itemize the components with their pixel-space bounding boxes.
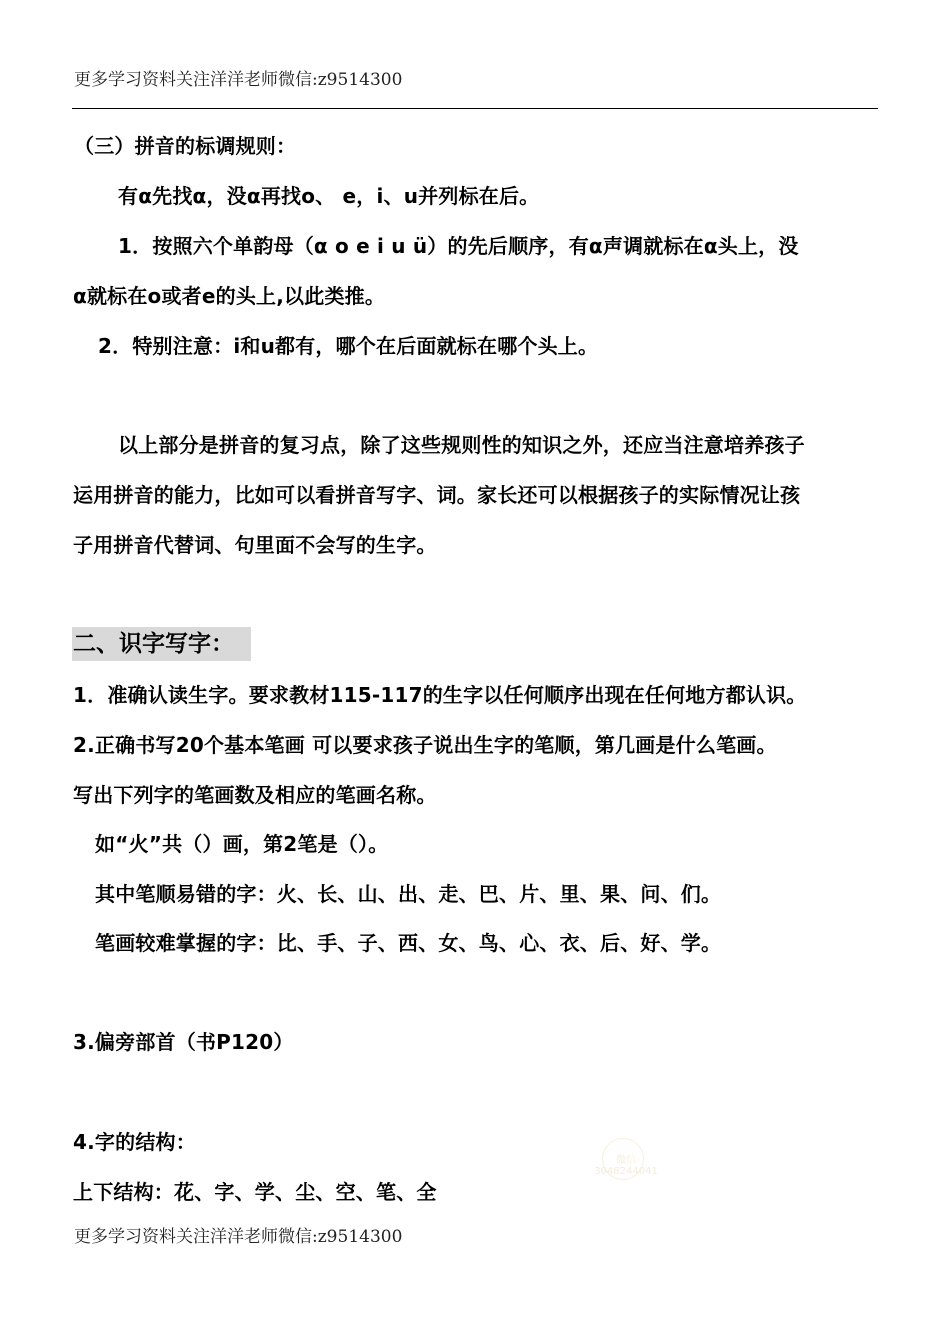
page-footer: 更多学习资料关注洋洋老师微信:z9514300 <box>74 1227 403 1247</box>
tone-point-2: 2．特别注意：i和u都有，哪个在后面就标在哪个头上。 <box>98 334 599 358</box>
section-heading-literacy: 二、识字写字： <box>73 631 234 657</box>
literacy-item-3-radicals: 3.偏旁部首（书P120） <box>73 1030 294 1054</box>
tone-point-1-line-2: α就标在o或者e的头上,以此类推。 <box>73 284 386 308</box>
hard-stroke-chars: 笔画较难掌握的字：比、手、子、西、女、鸟、心、衣、后、好、学。 <box>95 931 722 955</box>
literacy-item-4-structure: 4.字的结构： <box>73 1130 196 1154</box>
watermark-line-2: 3048244041 <box>594 1166 658 1177</box>
page-header: 更多学习资料关注洋洋老师微信:z9514300 <box>74 70 403 90</box>
literacy-item-2-continued: 写出下列字的笔画数及相应的笔画名称。 <box>73 783 437 807</box>
summary-line-2: 运用拼音的能力，比如可以看拼音写字、词。家长还可以根据孩子的实际情况让孩 <box>73 483 801 507</box>
stroke-example: 如“火”共（）画，第2笔是（）。 <box>95 832 389 856</box>
section-title-tone-rules: （三）拼音的标调规则： <box>74 134 297 158</box>
tone-point-1-line-1: 1．按照六个单韵母（α o e i u ü）的先后顺序，有α声调就标在α头上，没 <box>118 234 799 258</box>
literacy-item-1: 1．准确认读生字。要求教材115-117的生字以任何顺序出现在任何地方都认识。 <box>73 683 807 707</box>
header-divider <box>72 108 878 109</box>
literacy-item-2: 2.正确书写20个基本笔画 可以要求孩子说出生字的笔顺，第几画是什么笔画。 <box>73 733 777 757</box>
watermark-stamp <box>586 1138 666 1178</box>
watermark-text <box>586 1151 666 1177</box>
tone-rule-summary: 有α先找α，没α再找o、 e，i、u并列标在后。 <box>118 184 540 208</box>
top-bottom-structure-chars: 上下结构：花、字、学、尘、空、笔、全 <box>73 1180 437 1204</box>
summary-line-1: 以上部分是拼音的复习点，除了这些规则性的知识之外，还应当注意培养孩子 <box>118 433 805 457</box>
stroke-order-error-chars: 其中笔顺易错的字：火、长、山、出、走、巴、片、里、果、问、们。 <box>95 882 722 906</box>
summary-line-3: 子用拼音代替词、句里面不会写的生字。 <box>73 533 437 557</box>
watermark-line-1: 微信 <box>616 1155 636 1166</box>
